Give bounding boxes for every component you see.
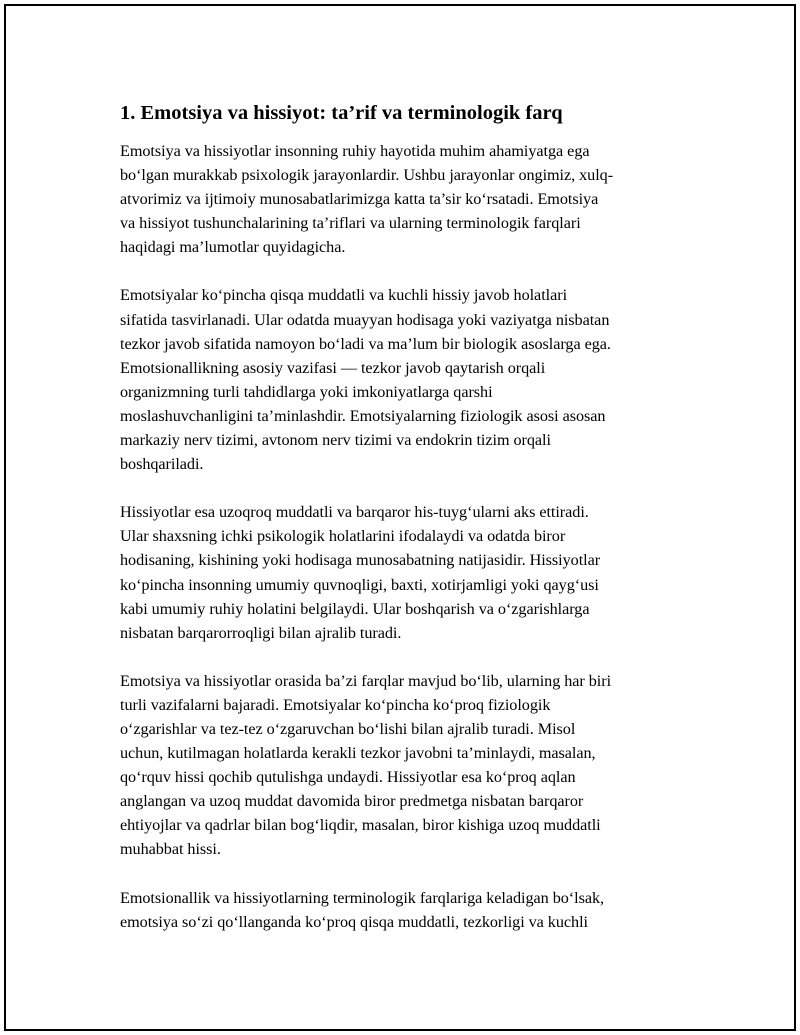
text-line: boshqariladi. [120,455,204,474]
text-line: Emotsionallik va hissiyotlarning terminologik farqlariga keladigan bo‘lsak, [120,888,605,907]
text-line: Emotsiyalar ko‘pincha qisqa muddatli va kuchli hissiy javob holatlari [120,286,568,305]
text-line: bo‘lgan murakkab psixologik jarayonlardir. Ushbu jarayonlar ongimiz, xulq- [120,166,614,185]
text-line: o‘zgarishlar va tez-tez o‘zgaruvchan bo‘lishi bilan ajralib turadi. Misol [120,719,576,738]
text-line: hodisaning, kishining yoki hodisaga munosabatning natijasidir. Hissiyotlar [120,551,601,570]
text-line: nisbatan barqarorroqligi bilan ajralib turadi. [120,623,402,642]
text-line: organizmning turli tahdidlarga yoki imkoniyatlarga qarshi [120,382,493,401]
text-line: turli vazifalarni bajaradi. Emotsiyalar ko‘pincha ko‘proq fiziologik [120,695,551,714]
paragraph-feelings [120,500,700,645]
text-line: atvorimiz va ijtimoiy munosabatlarimizga katta ta’sir ko‘rsatadi. Emotsiya [120,190,599,209]
text-line: emotsiya so‘zi qo‘llanganda ko‘proq qisqa muddatli, tezkorligi va kuchli [120,912,588,931]
text-line: Emotsiya va hissiyotlar orasida ba’zi farqlar mavjud bo‘lib, ularning har biri [120,671,612,690]
text-line: uchun, kutilmagan holatlarda kerakli tezkor javobni ta’minlaydi, masalan, [120,744,596,763]
text-line: anglangan va uzoq muddat davomida biror predmetga nisbatan barqaror [120,792,584,811]
text-line: ehtiyojlar va qadrlar bilan bog‘liqdir, masalan, biror kishiga uzoq muddatli [120,816,601,835]
paragraph-differences [120,669,700,862]
text-line: sifatida tasvirlanadi. Ular odatda muayyan hodisaga yoki vaziyatga nisbatan [120,310,610,329]
text-line: kabi umumiy ruhiy holatini belgilaydi. Ular boshqarish va o‘zgarishlarga [120,599,590,618]
text-line: markaziy nerv tizimi, avtonom nerv tizimi va endokrin tizim orqali [120,431,551,450]
text-line: haqidagi ma’lumotlar quyidagicha. [120,238,346,257]
text-line: Emotsiya va hissiyotlar insonning ruhiy hayotida muhim ahamiyatga ega [120,142,590,160]
text-line: ko‘pincha insonning umumiy quvnoqligi, baxti, xotirjamligi yoki qayg‘usi [120,575,599,594]
paragraph-definition-intro [120,139,700,259]
paragraph-terminology [120,886,700,934]
text-line: tezkor javob sifatida namoyon bo‘ladi va ma’lum bir biologik asoslarga ega. [120,334,611,353]
text-line: Ular shaxsning ichki psikologik holatlarini ifodalaydi va odatda biror [120,527,566,546]
text-line: va hissiyot tushunchalarining ta’riflari va ularning terminologik farqlari [120,214,581,233]
text-line: Hissiyotlar esa uzoqroq muddatli va barqaror his-tuyg‘ularni aks ettiradi. [120,503,589,522]
text-line: moslashuvchanligini ta’minlashdir. Emotsiyalarning fiziologik asosi asosan [120,406,606,425]
paragraph-emotions [120,283,700,476]
text-line: qo‘rquv hissi qochib qutulishga undaydi. Hissiyotlar esa ko‘proq aqlan [120,768,576,787]
text-line: muhabbat hissi. [120,840,221,859]
page-frame [4,4,796,1031]
section-heading: 1. Emotsiya va hissiyot: ta’rif va terminologik farq [120,102,563,124]
page-content [120,100,700,958]
text-line: Emotsionallikning asosiy vazifasi — tezkor javob qaytarish orqali [120,358,546,377]
